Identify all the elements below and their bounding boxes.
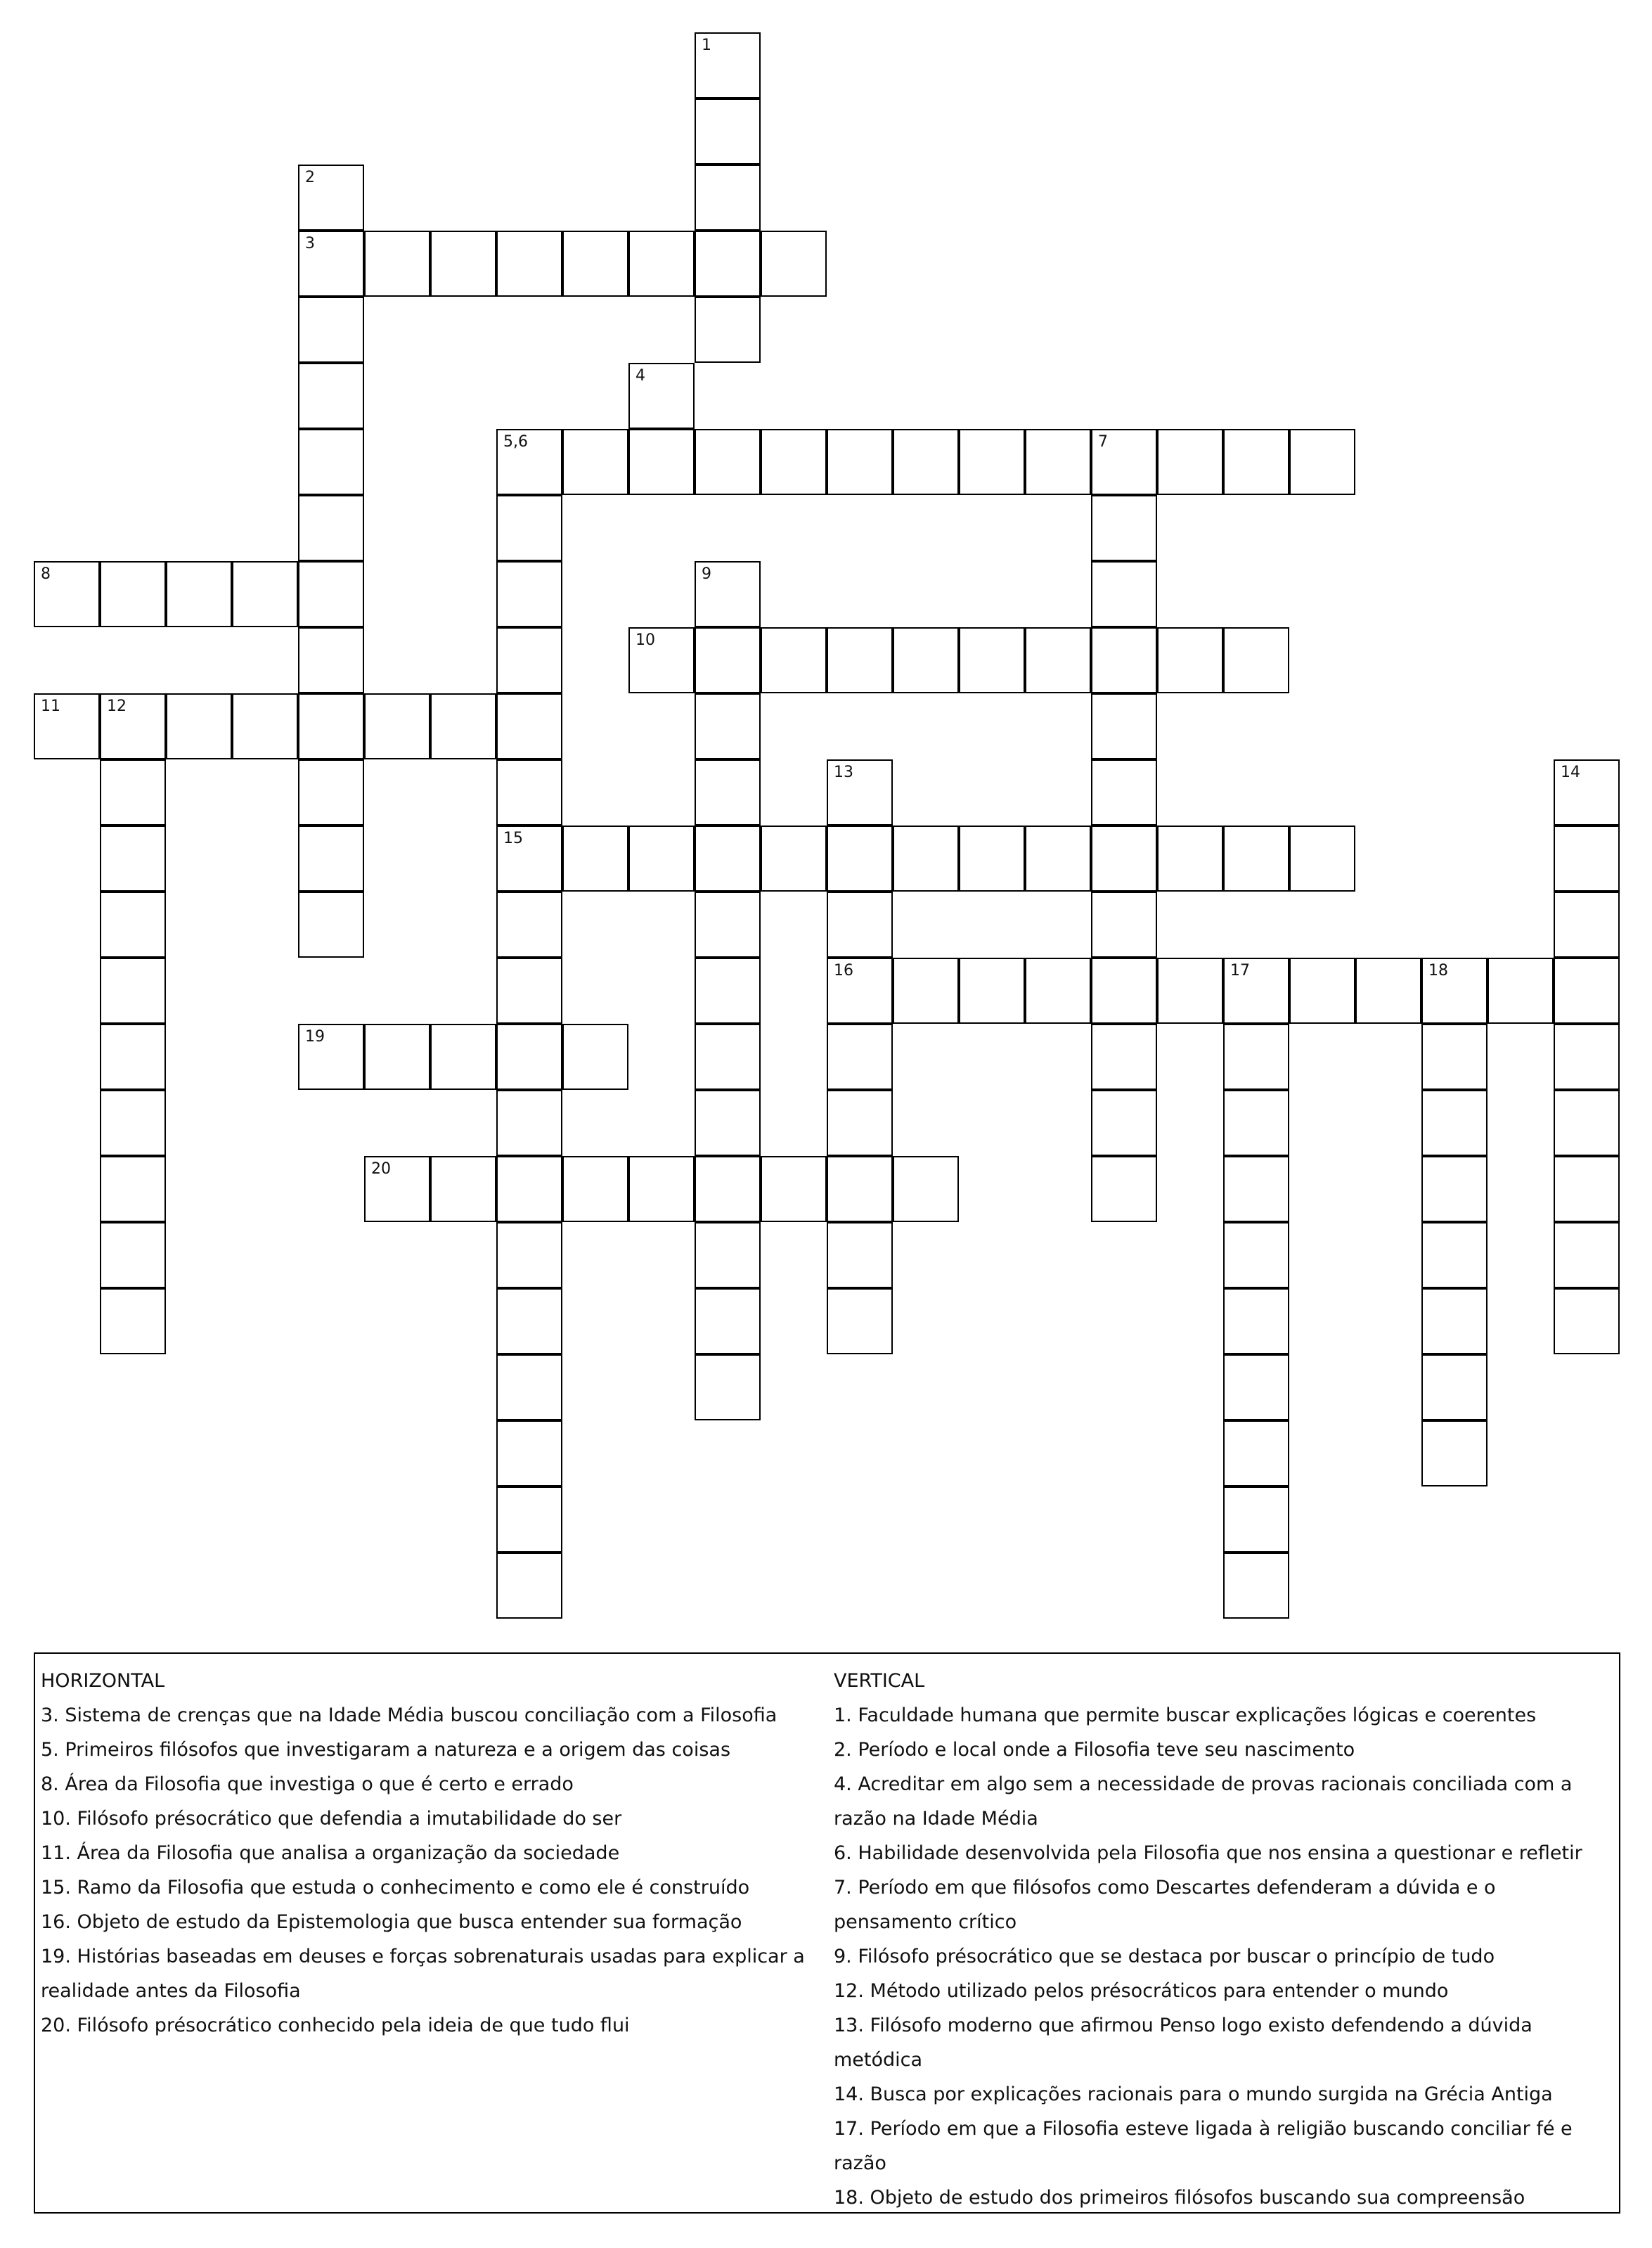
grid-cell[interactable] [562, 429, 628, 495]
grid-cell[interactable] [761, 429, 827, 495]
grid-cell[interactable] [959, 429, 1025, 495]
grid-cell[interactable] [298, 561, 364, 627]
grid-cell[interactable] [695, 1288, 761, 1354]
grid-cell[interactable] [166, 561, 232, 627]
clue-number: 20 [371, 1160, 391, 1178]
grid-cell[interactable] [695, 429, 761, 495]
grid-cell[interactable] [1025, 958, 1091, 1024]
grid-cell[interactable] [100, 561, 166, 627]
clue-v-4: 4. Acreditar em algo sem a necessidade de provas racionais conciliada com a razão na Idade Média [834, 1773, 1573, 1830]
grid-cell[interactable] [628, 627, 695, 693]
grid-cell[interactable] [364, 1024, 430, 1090]
grid-cell[interactable] [496, 429, 562, 495]
clue-number: 19 [305, 1028, 325, 1046]
horizontal-title: HORIZONTAL [41, 1670, 165, 1692]
clue-number: 12 [107, 698, 127, 715]
grid-cell[interactable] [1223, 429, 1289, 495]
grid-cell[interactable] [562, 1024, 628, 1090]
grid-cell[interactable] [1091, 429, 1157, 495]
grid-cell[interactable] [100, 1090, 166, 1156]
grid-cell[interactable] [1157, 627, 1223, 693]
clues-box [34, 1652, 1620, 2214]
grid-cell[interactable] [298, 826, 364, 892]
grid-cell[interactable] [761, 627, 827, 693]
grid-cell[interactable] [166, 693, 232, 759]
grid-cell[interactable] [827, 1288, 893, 1354]
grid-cell[interactable] [695, 561, 761, 627]
grid-cell[interactable] [298, 627, 364, 693]
clue-v-2: 2. Período e local onde a Filosofia teve seu nascimento [834, 1739, 1355, 1761]
grid-cell[interactable] [1025, 826, 1091, 892]
grid-cell[interactable] [1554, 958, 1620, 1024]
grid-cell[interactable] [695, 1024, 761, 1090]
grid-cell[interactable] [761, 826, 827, 892]
grid-cell[interactable] [628, 429, 695, 495]
grid-cell[interactable] [232, 693, 298, 759]
grid-cell[interactable] [496, 627, 562, 693]
grid-cell[interactable] [298, 363, 364, 429]
grid-cell[interactable] [827, 892, 893, 958]
grid-cell[interactable] [695, 1222, 761, 1288]
grid-cell[interactable] [1223, 1156, 1289, 1222]
grid-cell[interactable] [695, 1156, 761, 1222]
grid-cell[interactable] [298, 231, 364, 297]
grid-cell[interactable] [100, 693, 166, 759]
clue-v-12: 12. Método utilizado pelos présocráticos para entender o mundo [834, 1980, 1449, 2002]
clue-v-13: 13. Filósofo moderno que afirmou Penso logo existo defendendo a dúvida metódica [834, 2015, 1532, 2071]
grid-cell[interactable] [100, 759, 166, 826]
grid-cell[interactable] [1223, 1024, 1289, 1090]
grid-cell[interactable] [100, 826, 166, 892]
grid-cell[interactable] [695, 892, 761, 958]
vertical-title: VERTICAL [834, 1670, 925, 1692]
grid-cell[interactable] [34, 561, 100, 627]
grid-cell[interactable] [827, 1222, 893, 1288]
grid-cell[interactable] [1554, 1156, 1620, 1222]
clue-number: 4 [635, 367, 645, 385]
clue-number: 11 [41, 698, 60, 715]
clue-h-19: 19. Histórias baseadas em deuses e forças sobrenaturais usadas para explicar a realidade antes da Filosofia [41, 1946, 805, 2002]
grid-cell[interactable] [496, 1354, 562, 1420]
grid-cell[interactable] [496, 1288, 562, 1354]
grid-cell[interactable] [628, 826, 695, 892]
grid-cell[interactable] [1091, 1024, 1157, 1090]
grid-cell[interactable] [1091, 693, 1157, 759]
grid-cell[interactable] [496, 1024, 562, 1090]
grid-cell[interactable] [1421, 1024, 1488, 1090]
clue-number: 10 [635, 631, 655, 649]
grid-cell[interactable] [827, 958, 893, 1024]
grid-cell[interactable] [1223, 1354, 1289, 1420]
clue-h-11: 11. Área da Filosofia que analisa a organização da sociedade [41, 1842, 620, 1864]
grid-cell[interactable] [298, 495, 364, 561]
grid-cell[interactable] [1554, 759, 1620, 826]
clue-v-6: 6. Habilidade desenvolvida pela Filosofia que nos ensina a questionar e refletir [834, 1842, 1582, 1864]
grid-cell[interactable] [1091, 826, 1157, 892]
clue-number: 9 [702, 565, 711, 583]
clue-v-18: 18. Objeto de estudo dos primeiros filósofos buscando sua compreensão [834, 2187, 1525, 2209]
clue-number: 3 [305, 235, 315, 252]
clue-v-9: 9. Filósofo présocrático que se destaca por buscar o princípio de tudo [834, 1946, 1495, 1967]
grid-cell[interactable] [1091, 627, 1157, 693]
grid-cell[interactable] [1554, 826, 1620, 892]
grid-cell[interactable] [695, 165, 761, 231]
grid-cell[interactable] [695, 231, 761, 297]
grid-cell[interactable] [298, 429, 364, 495]
grid-cell[interactable] [695, 98, 761, 165]
grid-cell[interactable] [496, 1222, 562, 1288]
clue-h-15: 15. Ramo da Filosofia que estuda o conhecimento e como ele é construído [41, 1877, 750, 1899]
grid-cell[interactable] [628, 231, 695, 297]
grid-cell[interactable] [1223, 1553, 1289, 1619]
grid-cell[interactable] [298, 892, 364, 958]
grid-cell[interactable] [496, 231, 562, 297]
grid-cell[interactable] [1554, 1222, 1620, 1288]
grid-cell[interactable] [298, 759, 364, 826]
grid-cell[interactable] [1091, 958, 1157, 1024]
grid-cell[interactable] [893, 958, 959, 1024]
grid-cell[interactable] [1488, 958, 1554, 1024]
grid-cell[interactable] [893, 1156, 959, 1222]
grid-cell[interactable] [1025, 429, 1091, 495]
grid-cell[interactable] [628, 1156, 695, 1222]
grid-cell[interactable] [496, 892, 562, 958]
grid-cell[interactable] [827, 826, 893, 892]
grid-cell[interactable] [695, 759, 761, 826]
grid-cell[interactable] [34, 693, 100, 759]
grid-cell[interactable] [1157, 826, 1223, 892]
grid-cell[interactable] [1091, 892, 1157, 958]
grid-cell[interactable] [1223, 826, 1289, 892]
clue-v-1: 1. Faculdade humana que permite buscar explicações lógicas e coerentes [834, 1704, 1537, 1726]
grid-cell[interactable] [562, 826, 628, 892]
clue-v-17: 17. Período em que a Filosofia esteve ligada à religião buscando conciliar fé e razão [834, 2118, 1573, 2174]
grid-cell[interactable] [100, 1288, 166, 1354]
grid-cell[interactable] [496, 1156, 562, 1222]
grid-cell[interactable] [1091, 495, 1157, 561]
grid-cell[interactable] [1223, 627, 1289, 693]
grid-cell[interactable] [232, 561, 298, 627]
grid-cell[interactable] [1421, 1354, 1488, 1420]
grid-cell[interactable] [1421, 958, 1488, 1024]
grid-cell[interactable] [496, 693, 562, 759]
grid-cell[interactable] [1421, 1420, 1488, 1486]
grid-cell[interactable] [1554, 1090, 1620, 1156]
grid-cell[interactable] [1554, 892, 1620, 958]
grid-cell[interactable] [1355, 958, 1421, 1024]
grid-cell[interactable] [298, 165, 364, 231]
clue-v-14: 14. Busca por explicações racionais para o mundo surgida na Grécia Antiga [834, 2083, 1553, 2105]
grid-cell[interactable] [695, 1354, 761, 1420]
grid-cell[interactable] [1223, 1222, 1289, 1288]
grid-cell[interactable] [761, 1156, 827, 1222]
grid-cell[interactable] [1157, 429, 1223, 495]
grid-cell[interactable] [496, 1553, 562, 1619]
clue-h-5: 5. Primeiros filósofos que investigaram a natureza e a origem das coisas [41, 1739, 731, 1761]
grid-cell[interactable] [695, 627, 761, 693]
grid-cell[interactable] [1091, 1156, 1157, 1222]
horizontal-clues [41, 1664, 814, 2043]
grid-cell[interactable] [893, 627, 959, 693]
grid-cell[interactable] [1025, 627, 1091, 693]
grid-cell[interactable] [364, 693, 430, 759]
grid-cell[interactable] [1091, 759, 1157, 826]
clue-h-20: 20. Filósofo présocrático conhecido pela ideia de que tudo flui [41, 2015, 630, 2036]
clue-number: 14 [1561, 764, 1580, 781]
clue-h-3: 3. Sistema de crenças que na Idade Média buscou conciliação com a Filosofia [41, 1704, 777, 1726]
grid-cell[interactable] [695, 32, 761, 98]
grid-cell[interactable] [1223, 1486, 1289, 1553]
vertical-clues [834, 1664, 1618, 2215]
grid-cell[interactable] [430, 693, 496, 759]
grid-cell[interactable] [893, 826, 959, 892]
grid-cell[interactable] [298, 693, 364, 759]
grid-cell[interactable] [1091, 561, 1157, 627]
grid-cell[interactable] [1157, 958, 1223, 1024]
grid-cell[interactable] [430, 1156, 496, 1222]
grid-cell[interactable] [827, 1024, 893, 1090]
grid-cell[interactable] [100, 892, 166, 958]
grid-cell[interactable] [298, 297, 364, 363]
clue-h-16: 16. Objeto de estudo da Epistemologia que busca entender sua formação [41, 1911, 742, 1933]
grid-cell[interactable] [827, 1156, 893, 1222]
grid-cell[interactable] [1421, 1222, 1488, 1288]
grid-cell[interactable] [496, 1090, 562, 1156]
grid-cell[interactable] [827, 627, 893, 693]
grid-cell[interactable] [364, 231, 430, 297]
grid-cell[interactable] [496, 759, 562, 826]
grid-cell[interactable] [1421, 1288, 1488, 1354]
grid-cell[interactable] [1289, 429, 1355, 495]
clue-number: 7 [1098, 433, 1108, 451]
grid-cell[interactable] [496, 826, 562, 892]
clue-number: 18 [1428, 962, 1448, 980]
grid-cell[interactable] [1421, 1090, 1488, 1156]
clue-number: 8 [41, 565, 51, 583]
grid-cell[interactable] [1223, 1420, 1289, 1486]
grid-cell[interactable] [100, 1024, 166, 1090]
grid-cell[interactable] [496, 561, 562, 627]
grid-cell[interactable] [1091, 1090, 1157, 1156]
grid-cell[interactable] [695, 693, 761, 759]
grid-cell[interactable] [562, 231, 628, 297]
grid-cell[interactable] [1554, 1288, 1620, 1354]
grid-cell[interactable] [827, 759, 893, 826]
grid-cell[interactable] [1223, 958, 1289, 1024]
grid-cell[interactable] [761, 231, 827, 297]
grid-cell[interactable] [959, 826, 1025, 892]
grid-cell[interactable] [496, 1486, 562, 1553]
grid-cell[interactable] [298, 1024, 364, 1090]
grid-cell[interactable] [496, 958, 562, 1024]
clue-h-8: 8. Área da Filosofia que investiga o que é certo e errado [41, 1773, 574, 1795]
grid-cell[interactable] [827, 429, 893, 495]
grid-cell[interactable] [1421, 1156, 1488, 1222]
clue-number: 5,6 [503, 433, 528, 451]
grid-cell[interactable] [1289, 826, 1355, 892]
grid-cell[interactable] [100, 1222, 166, 1288]
grid-cell[interactable] [959, 627, 1025, 693]
clue-number: 2 [305, 169, 315, 186]
grid-cell[interactable] [430, 231, 496, 297]
grid-cell[interactable] [562, 1156, 628, 1222]
grid-cell[interactable] [695, 297, 761, 363]
grid-cell[interactable] [695, 1090, 761, 1156]
grid-cell[interactable] [1289, 958, 1355, 1024]
clue-number: 1 [702, 37, 711, 54]
grid-cell[interactable] [496, 1420, 562, 1486]
clue-number: 17 [1230, 962, 1250, 980]
grid-cell[interactable] [1554, 1024, 1620, 1090]
grid-cell[interactable] [628, 363, 695, 429]
grid-cell[interactable] [827, 1090, 893, 1156]
grid-cell[interactable] [496, 495, 562, 561]
clue-number: 16 [834, 962, 853, 980]
grid-cell[interactable] [695, 958, 761, 1024]
grid-cell[interactable] [364, 1156, 430, 1222]
grid-cell[interactable] [695, 826, 761, 892]
clue-v-7: 7. Período em que filósofos como Descartes defenderam a dúvida e o pensamento crítico [834, 1877, 1496, 1933]
grid-cell[interactable] [959, 958, 1025, 1024]
grid-cell[interactable] [100, 1156, 166, 1222]
grid-cell[interactable] [1223, 1288, 1289, 1354]
grid-cell[interactable] [100, 958, 166, 1024]
clue-number: 13 [834, 764, 853, 781]
grid-cell[interactable] [1223, 1090, 1289, 1156]
clue-h-10: 10. Filósofo présocrático que defendia a imutabilidade do ser [41, 1808, 622, 1830]
clue-number: 15 [503, 830, 523, 847]
grid-cell[interactable] [893, 429, 959, 495]
grid-cell[interactable] [430, 1024, 496, 1090]
